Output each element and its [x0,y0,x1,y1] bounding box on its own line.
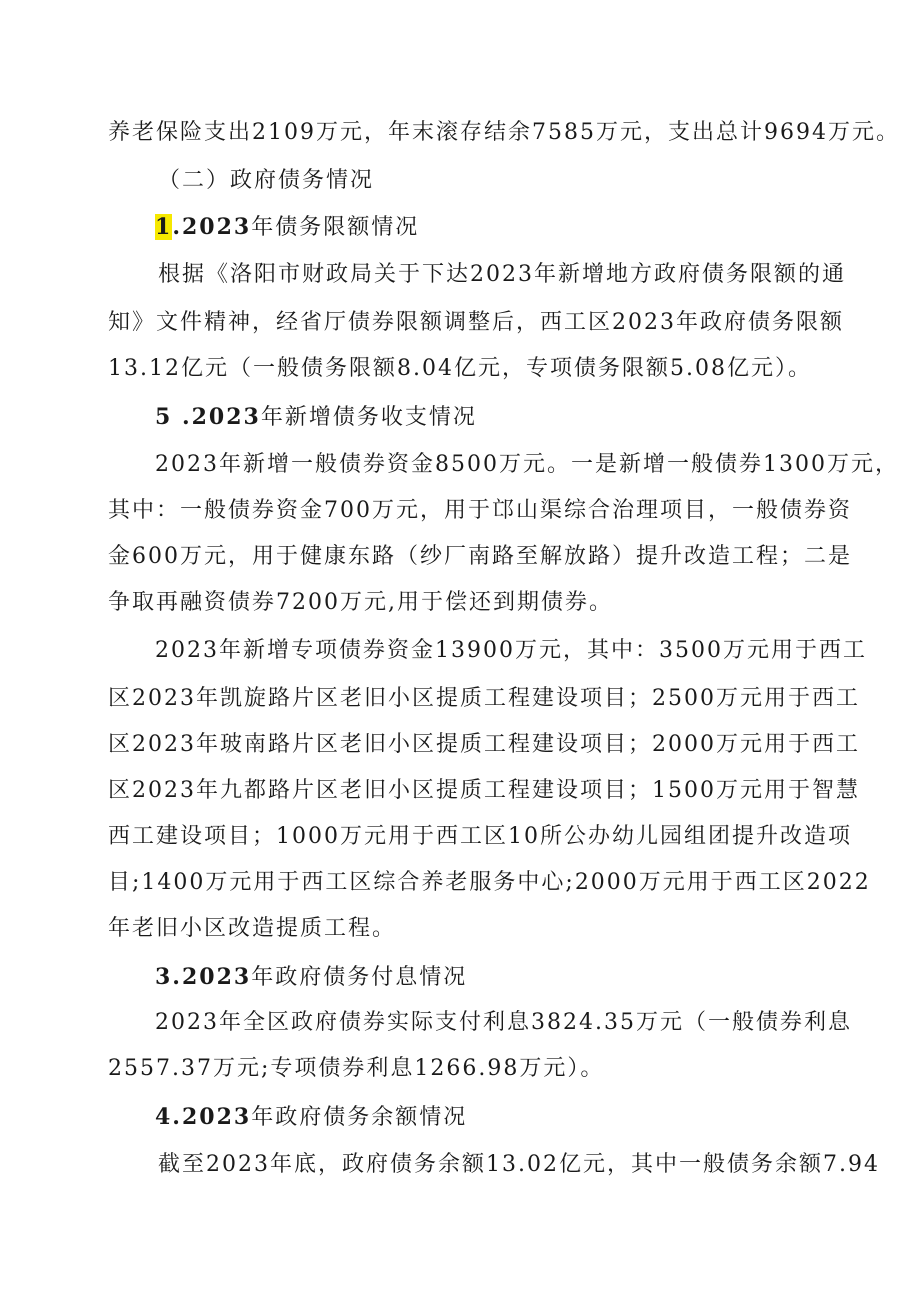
paragraph-line: 其中：一般债券资金700万元，用于邙山渠综合治理项目，一般债券资 [108,498,852,523]
paragraph-line: 争取再融资债券7200万元,用于偿还到期债券。 [108,590,613,615]
heading-number: .2023 [172,214,252,240]
heading-text: 年新增债务收支情况 [260,405,477,430]
paragraph-line: 年老旧小区改造提质工程。 [108,916,397,941]
paragraph-line: 截至2023年底，政府债务余额13.02亿元，其中一般债务余额7.94 [158,1152,880,1177]
heading-number: 4.2023 [155,1104,252,1130]
heading-text: 年政府债务付息情况 [251,965,468,990]
paragraph-line: 2023年新增专项债券资金13900万元，其中：3500万元用于西工 [155,638,867,663]
heading-text: 年债务限额情况 [251,215,420,240]
paragraph-line: 2557.37万元;专项债券利息1266.98万元）。 [108,1056,605,1081]
paragraph-line: 2023年全区政府债券实际支付利息3824.35万元（一般债券利息 [155,1010,852,1035]
paragraph-line: 区2023年凯旋路片区老旧小区提质工程建设项目；2500万元用于西工 [108,686,860,711]
heading-number: 3.2023 [155,964,252,990]
paragraph-line: 金600万元，用于健康东路（纱厂南路至解放路）提升改造工程；二是 [108,544,852,569]
heading-number: 5 .2023 [155,404,261,430]
paragraph-line: 区2023年九都路片区老旧小区提质工程建设项目；1500万元用于智慧 [108,778,860,803]
heading-text: 年政府债务余额情况 [251,1105,468,1130]
subsection-heading-2 [155,402,477,433]
paragraph-line: 13.12亿元（一般债务限额8.04亿元，专项债务限额5.08亿元）。 [108,356,812,381]
paragraph-line: 养老保险支出2109万元，年末滚存结余7585万元，支出总计9694万元。 [108,120,900,145]
section-heading: （二）政府债务情况 [158,168,375,193]
subsection-heading-3 [155,962,467,993]
paragraph-line: 2023年新增一般债券资金8500万元。一是新增一般债券1300万元， [155,452,899,477]
subsection-heading-4 [155,1102,467,1133]
subsection-heading-1 [155,212,419,243]
paragraph-line: 知》文件精神，经省厅债券限额调整后，西工区2023年政府债务限额 [108,310,844,335]
heading-number-highlight: 1 [155,214,173,240]
paragraph-line: 区2023年玻南路片区老旧小区提质工程建设项目；2000万元用于西工 [108,732,860,757]
paragraph-line: 根据《洛阳市财政局关于下达2023年新增地方政府债务限额的通 [158,262,846,287]
paragraph-line: 目;1400万元用于西工区综合养老服务中心;2000万元用于西工区2022 [108,870,871,895]
paragraph-line: 西工建设项目；1000万元用于西工区10所公办幼儿园组团提升改造项 [108,824,852,849]
